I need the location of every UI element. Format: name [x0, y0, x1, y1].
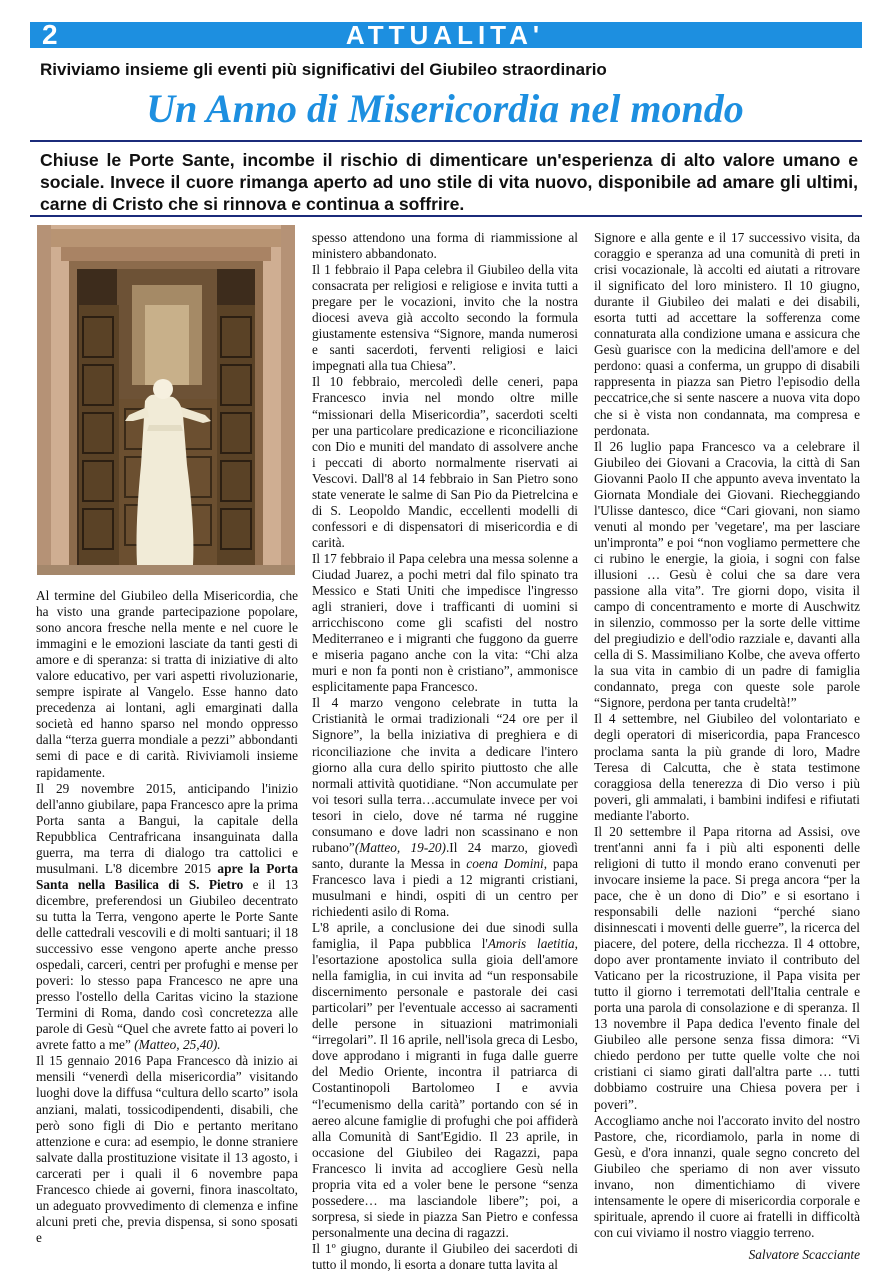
bold-text: apre la Porta Santa nella Basilica di S. Pietro [36, 860, 298, 892]
paragraph [312, 920, 578, 1241]
text-run: .Il 24 marzo, giovedì santo, durante la Messa in [312, 839, 578, 871]
paragraph: Al termine del Giubileo della Misericordia, che ha visto una grande partecipazione popolare, sono ancora fresche nella mente e nel cuore le immagini e le emozioni lasciate da tanti gesti di amore e di speranza: si tratta di iniziative di alto valore educativo, per vari aspetti rivoluzionarie, sempre ispirate al Vangelo. Esse hanno dato precedenza ai lontani, agli emarginati dalla società ed hanno sparso nel mondo oppresso dalla “terza guerra mondiale a pezzi” abbondanti semi di pace e di carità. Riviviamoli insieme rapidamente. [36, 588, 298, 780]
paragraph: Il 20 settembre il Papa ritorna ad Assisi, ove trent'anni anni fa i più alti esponenti delle religioni di tutto il mondo erano convenuti per invocare insieme la pace. Si prega ancora “per la pace, che è un dono di Dio” e si esortano i responsabili delle nazioni “perché siano disinnescati i moventi delle guerre”, la ricerca del piacere, del potere, della ricchezza. Il 4 ottobre, dopo aver prontamente inviato il contributo del Vaticano per la ricostruzione, il Papa visita per tutto il giorno i terremotati dell'Italia centrale e porta una parola di consolazione e di speranza. Il 13 novembre il Papa dedica l'evento finale del Giubileo alle persone senza fissa dimora: “Vi chiedo perdono per tutte quelle volte che noi cristiani ci siamo girati dall'altra parte … tutti dobbiamo costruire una Chiesa povera per i poveri”. [594, 823, 860, 1112]
paragraph [312, 695, 578, 920]
article-column-1 [36, 588, 298, 1246]
article-lead: Chiuse le Porte Sante, incombe il rischio di dimenticare un'esperienza di alto valore umano e sociale. Invece il cuore rimanga aperto ad uno stile di vita nuovo, disponibile ad amare gli ultimi, carne di Cristo che si rinnova e continua a soffrire. [40, 150, 858, 214]
article-column-2 [312, 230, 578, 1273]
citation: (Matteo, 25,40). [134, 1037, 221, 1053]
text-run: , papa Francesco lava i piedi a 12 migranti cristiani, musulmani e hindi, ospiti di un centro per richiedenti asilo di Roma. [312, 855, 579, 919]
divider-top [30, 140, 862, 142]
article-headline: Un Anno di Misericordia nel mondo [146, 86, 744, 131]
text-run: Il 4 marzo vengono celebrate in tutta la Cristianità le ormai tradizionali “24 ore per il Signore”, la bella iniziativa di preghiera e di riconciliazione che invita a dedicare l'intero giorno alla cura dello spirito piuttosto che alle normali attività quotidiane. “Non accumulate per voi tesori sulla terra…accumulate invece per voi tesori in cielo, dove né tarma né ruggine consumano e dove ladri non scassinano e non rubano” [312, 695, 578, 855]
paragraph: Il 1º giugno, durante il Giubileo dei sacerdoti di tutto il mondo, li esorta a donare tutta lavita al [312, 1240, 578, 1272]
text-run: L'8 aprile, a conclusione dei due sinodi sulla famiglia, il Papa pubblica l' [312, 920, 578, 952]
article-photo [37, 225, 295, 575]
paragraph: Il 26 luglio papa Francesco va a celebrare il Giubileo dei Giovani a Cracovia, la città di San Giovanni Paolo II che appunto aveva inventato la Giornata Mondiale dei Giovani. Riecheggiando l'Ulisse dantesco, dice “Cari giovani, non siamo venuti al mondo per 'vegetare', ma per lasciare un'impronta” e poi “non vogliamo permettere che ci rubino le energie, la gioia, i sogni con false illusioni … Gesù è colui che sa dare vera passione alla vita”. Tre giorni dopo, visita il campo di concentramento e morte di Auschwitz in silenzio, commosso per la sorte delle vittime del pregiudizio e dell'odio razziale e, davanti alla cella di S. Massimiliano Kolbe, che aveva offerto la sua vita in cambio di un padre di famiglia condannato, prega con queste sole parole “Signore, perdona per tanta crudeltà!” [594, 438, 860, 711]
section-title: ATTUALITA' [345, 20, 545, 50]
paragraph [36, 781, 298, 1054]
pope-holy-door-image [37, 225, 295, 575]
article-kicker: Riviviamo insieme gli eventi più significativi del Giubileo straordinario [40, 60, 607, 79]
citation: (Matteo, 19-20) [354, 839, 446, 855]
article-column-3 [594, 230, 860, 1263]
paragraph: Il 17 febbraio il Papa celebra una messa solenne a Ciudad Juarez, a pochi metri dal filo spinato tra Messico e Stati Uniti che impedisce l'ingresso agli stranieri, dove i trafficanti di uomini si arricchiscono come gli scafisti del nostro Mediterraneo e i migranti che fuggono da guerre e miseria pagano anche con la vita: “Chi alza muri e non fa ponti non è cristiano”, ammonisce esplicitamente papa Francesco. [312, 550, 578, 695]
page-number: 2 [42, 19, 58, 50]
paragraph: spesso attendono una forma di riammissione al ministero abbandonato. [312, 230, 578, 262]
italic-text: Amoris laetitia [487, 936, 575, 952]
text-run: e il 13 dicembre, preferendosi un Giubileo decentrato su tutta la Terra, vengono aperte le Porte Sante delle cattedrali vescovili e di molti santuari; il 18 successivo esse vengono aperte anche presso ospedali, carceri, centri per profughi e mense per poveri: lo stesso papa Francesco ne apre una presso l'ostello della Caritas vicino la stazione Termini di Roma, dando così concretezza alle parole di Gesù “Quel che avrete fatto ai poveri lo avrete fatto a me” [36, 876, 298, 1053]
text-run: Il 29 novembre 2015, anticipando l'inizio dell'anno giubilare, papa Francesco apre la prima Porta santa a Bangui, la capitale della Repubblica Centrafricana insanguinata dalla guerra, ma terra di dialogo tra cattolici e musulmani. L'8 dicembre 2015 [36, 780, 298, 876]
paragraph: Il 4 settembre, nel Giubileo del volontariato e degli operatori di misericordia, papa Francesco proclama santa la più grande di loro, Madre Teresa di Calcutta, che è stata testimone coraggiosa della tenerezza di Dio verso i più poveri, gli ammalati, i bambini indifesi e rifiutati mediante l'aborto. [594, 711, 860, 823]
paragraph: Il 1 febbraio il Papa celebra il Giubileo della vita consacrata per religiosi e religiose e invita tutti a pregare per le vocazioni, invito che la nostra diocesi aveva già accolto secondo la formula giustamente estensiva “Signore, manda numerosi e santi sacerdoti, ferventi religiosi e laici impegnati alla tua Chiesa”. [312, 262, 578, 374]
divider-bottom [30, 215, 862, 217]
paragraph: Il 10 febbraio, mercoledì delle ceneri, papa Francesco invia nel mondo oltre mille “missionari della Misericordia”, sacerdoti scelti per una particolare predicazione e riconciliazione con Dio e muniti del mandato di assolvere anche i peccati di aborto normalmente riservati ai Vescovi. Dall'8 al 14 febbraio in San Pietro sono state venerate le salme di San Pio da Pietrelcina e di S. Leopoldo Mandic, eccellenti modelli di confessori e di dispensatori di misericordia e di carità. [312, 374, 578, 550]
paragraph: Accogliamo anche noi l'accorato invito del nostro Pastore, che, ricordiamolo, parla in nome di Gesù, e d'ora innanzi, quale segno concreto del Giubileo che speriamo di non aver vissuto invano, non dimentichiamo di vivere intensamente le opere di misericordia corporale e spirituale, aprendo il cuore ai fratelli in difficoltà con cui viviamo il nostro viaggio terreno. [594, 1112, 860, 1240]
author-signature: Salvatore Scacciante [748, 1246, 860, 1262]
paragraph: Signore e alla gente e il 17 successivo visita, da coraggio e speranza ad una comunità di preti in crisi vocazionale, là accolti ed aiutati a ritrovare il significato del loro ministero. Il 10 giugno, durante il Giubileo dei malati e dei disabili, esorta tutti ad accettare la sofferenza come connaturata alla condizione umana e assicura che Gesù guarisce con la medicina dell'amore e del perdono: quasi a conferma, un gruppo di disabili rappresenta in piazza san Pietro l'episodio della peccatrice,che si sente nascere a nuova vita dopo che si è vista non condannata, ma compresa e perdonata. [594, 230, 860, 438]
paragraph: Il 15 gennaio 2016 Papa Francesco dà inizio ai mensili “venerdì della misericordia” visitando luoghi dove la diffusa “cultura dello scarto” isola anziani, malati, tossicodipendenti, disabili, che però sono figli di Dio e pertanto meritano attenzione e cura: ad esempio, le donne straniere salvate dalla prostituzione visitate il 13 agosto, i carcerati per i quali il 6 novembre papa Francesco chiede ai governi, finora inascoltato, un adeguato provvedimento di clemenza e infine alcuni preti che, previa dispensa, si sono sposati e [36, 1053, 298, 1245]
text-run: , l'esortazione apostolica sulla gioia dell'amore nella famiglia, in cui invita ad “un responsabile discernimento personale e pastorale dei casi particolari” per l'eventuale accesso ai sacramenti delle persone in situazioni matrimoniali “irregolari”. Il 16 aprile, nell'isola greca di Lesbo, dove approdano i migranti in fuga dalle guerre del Medio Oriente, incontra il patriarca di Costantinopoli Bartolomeo I e avvia “l'ecumenismo della carità” portando con sé in aereo alcune famiglie di profughi che poi affiderà alla Comunità di Sant'Egidio. Il 23 aprile, in occasione del Giubileo dei Ragazzi, papa Francesco li invita ad accogliere Gesù nella propria vita ed a voler bene le persone “senza possedere… ma lasciandole libere”; poi, a sorpresa, si siede in piazza San Pietro e confessa personalmente una decina di ragazzi. [312, 936, 578, 1240]
italic-text: coena Domini [466, 855, 544, 871]
